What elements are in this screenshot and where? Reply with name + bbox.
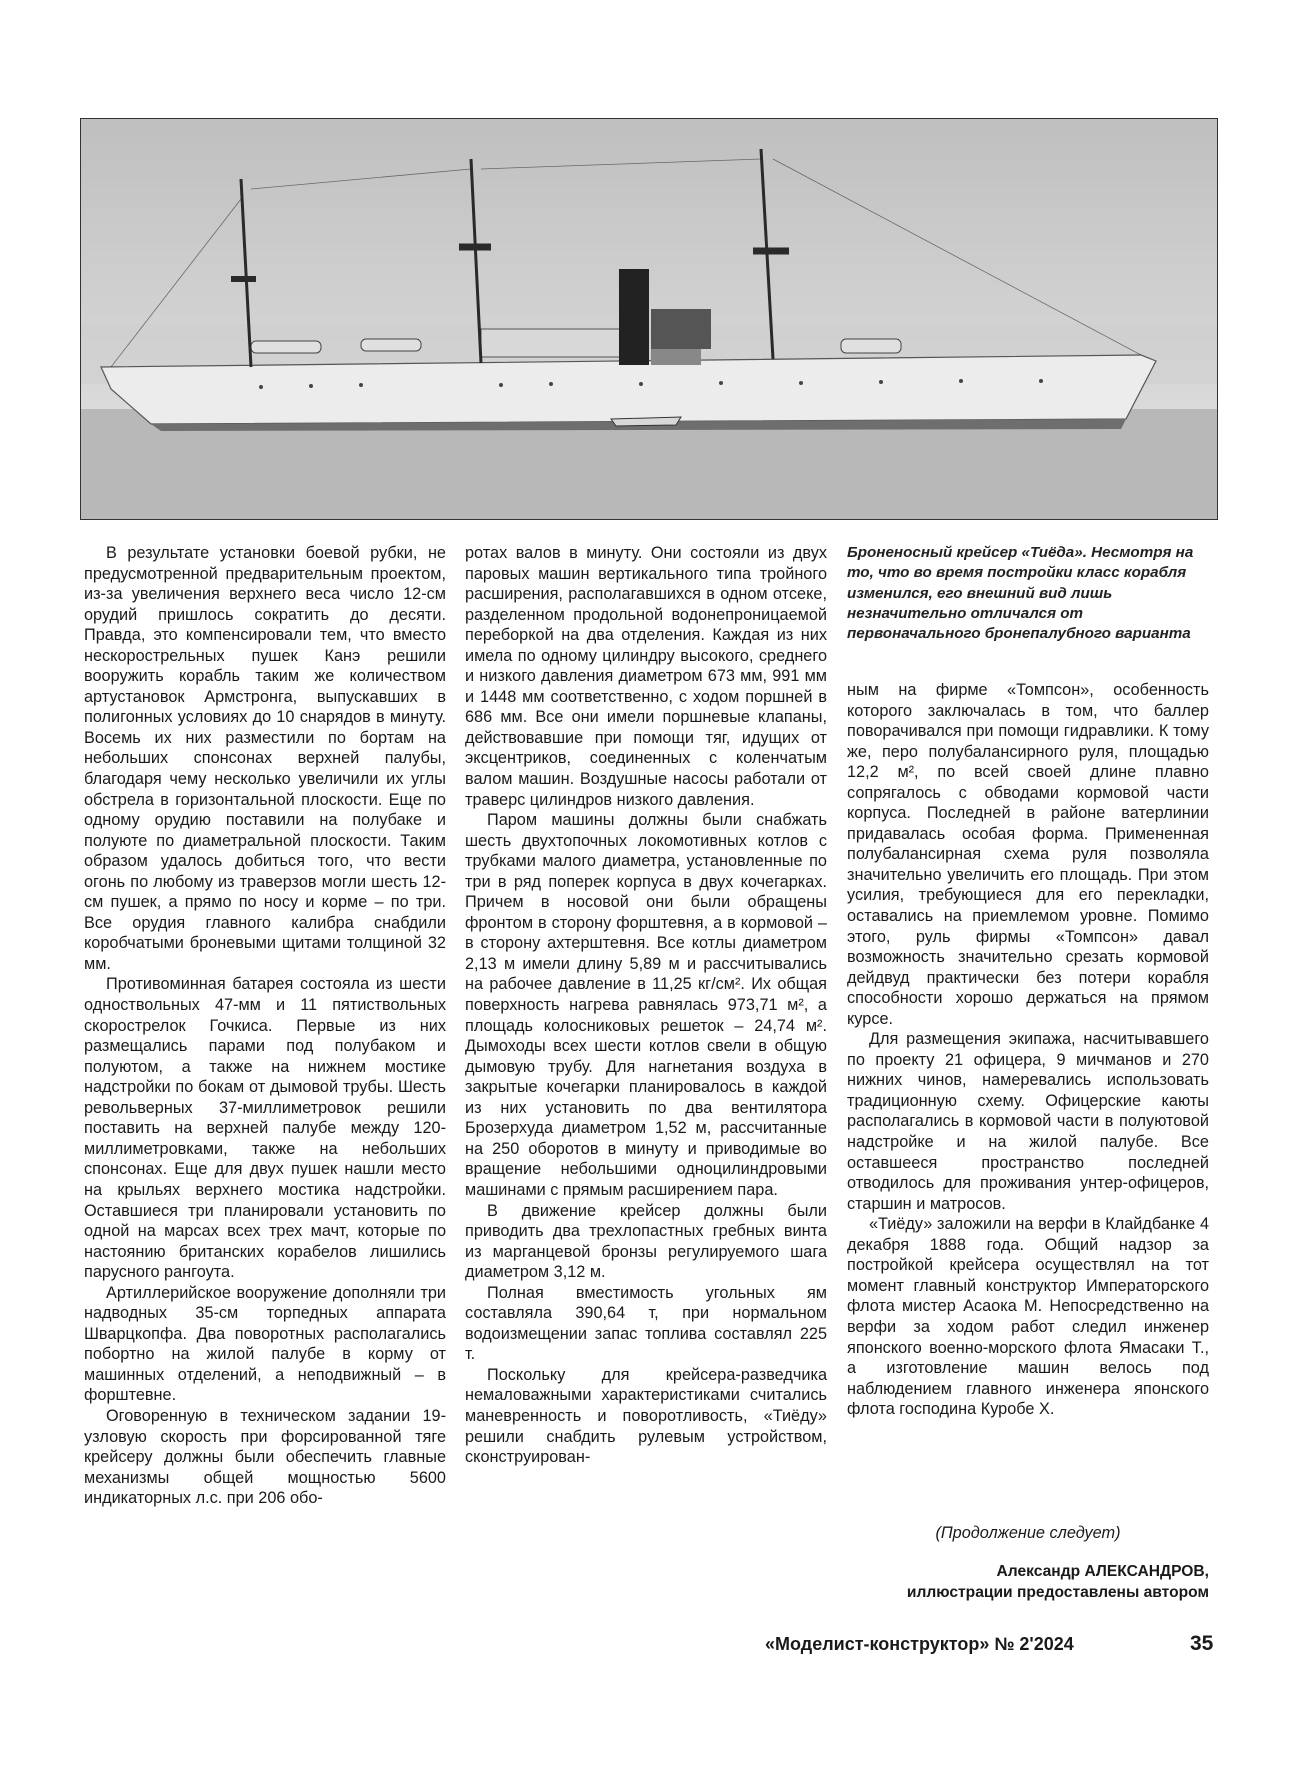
lifeboat [361,339,421,351]
paragraph: Поскольку для крейсера-разведчика немаловажными характеристиками считались маневренность и поворотливость, «Тиёду» решили снабдить рулевым устройством, сконструирован- [465,1365,827,1467]
paragraph: Противоминная батарея состояла из шести одноствольных 47-мм и 11 пятиствольных скорострелок Гочкиса. Первые из них размещались парами под полубаком и полуютом, а также на нижнем мостике надстройки по бокам от дымовой трубы. Шесть револьверных 37-миллиметровок решили поставить на верхней палубе между 120-миллиметровками, также на небольших спонсонах. Еще для двух пушек нашли место на крыльях верхнего мостика надстройки. Оставшиеся три планировали установить по одной на марсах всех трех мачт, которые по настоянию британских корабелов лишились парусного рангоута. [84,975,446,1282]
illustration-credit: иллюстрации предоставлены автором [906,1584,1209,1601]
lifeboat [841,339,901,353]
page-number: 35 [1190,1632,1214,1655]
funnel [619,269,649,365]
small-boat [611,417,681,426]
paragraph: ротах валов в минуту. Они состояли из двух паровых машин вертикального типа тройного расширения, располагавшихся в одном отсеке, разделенном продольной водонепроницаемой переборкой на два отделения. Каждая из них имела по одному цилиндру высокого, среднего и низкого давления диаметром 673 мм, 991 мм и 1448 мм соответственно, с ходом поршней в 686 мм. Все они имели поршневые клапаны, действовавшие при помощи тяг, идущих от эксцентриков, соединенных с коленчатым валом машин. Воздушные насосы работали от траверс цилиндров низкого давления. [465,544,827,809]
ship-illustration [81,119,1217,519]
paragraph: ным на фирме «Томпсон», особенность которого заключалась в том, что баллер поворачивался при помощи гидравлики. К тому же, перо полубалансирного руля, площадью 12,2 м², по всей своей длине плавно сопрягалось с обводами кормовой части корпуса. Последней в районе ватерлинии придавалась особая форма. Примененная полубалансирная схема руля позволяла значительно увеличить его площадь. При этом усилия, требующиеся для его перекладки, оставались на приемлемом уровне. Помимо этого, руль фирмы «Томпсон» давал возможность значительно срезать кормовой дейдвуд практически без потери корабля способности хорошо держаться на прямом курсе. [847,681,1209,1028]
paragraph: Артиллерийское вооружение дополняли три надводных 35-см торпедных аппарата Шварцкопфа. Два поворотных располагались побортно на жилой палубе в корму от машинных отделений, а неподвижный – в форштевне. [84,1283,446,1405]
ship-hull [101,355,1156,424]
ship-photo [80,118,1218,520]
paragraph: Для размещения экипажа, насчитывавшего по проекту 21 офицера, 9 мичманов и 270 нижних чинов, намеревались использовать традиционную схему. Офицерские каюты располагались в кормовой части в полуютовой надстройке и на жилой палубе. Все оставшееся пространство последней отводилось для проживания унтер-офицеров, старшин и матросов. [847,1030,1209,1213]
paragraph: Оговоренную в техническом задании 19-узловую скорость при форсированной тяге крейсеру должны были обеспечить главные механизмы общей мощностью 5600 индикаторных л.с. при 206 обо- [84,1406,446,1508]
lifeboat [251,341,321,353]
text-column-1 [84,543,446,1509]
paragraph: В результате установки боевой рубки, не предусмотренной предварительным проектом, из-за увеличения верхнего веса число 12-см орудий пришлось сократить до десяти. Правда, это компенсировали тем, что вместо нескорострельных пушек Канэ решили вооружить корабль таким же количеством артустановок Армстронга, выпускавших в полигонных условиях до 10 снарядов в минуту. Восемь их них разместили по бортам на небольших спонсонах верхней палубы, благодаря чему несколько увеличили их углы обстрела в горизонтальной плоскости. Еще по одному орудию поставили на полубаке и полуюте по диаметральной плоскости. Таким образом удалось добиться того, что вести огонь по любому из траверзов могли шесть 12-см пушек, а прямо по носу и корме – по три. Все орудия главного калибра снабдили коробчатыми броневыми щитами толщиной 32 мм. [84,544,446,973]
to-be-continued: (Продолжение следует) [935,1524,1121,1542]
paragraph: «Тиёду» заложили на верфи в Клайдбанке 4 декабря 1888 года. Общий надзор за постройкой крейсера осуществлял на тот момент главный конструктор Императорского флота мистер Асаока М. Непосредственно на верфи за ходом работ следил инженер японского военно-морского флота Ямасаки Т., а изготовление машин велось под наблюдением главного инженера японского флота господина Куробе Х. [847,1215,1209,1419]
magazine-issue: «Моделист-конструктор» № 2'2024 [765,1634,1074,1654]
paragraph: В движение крейсер должны были приводить два трехлопастных гребных винта из марганцевой бронзы регулируемого шага диаметром 3,12 м. [465,1201,827,1282]
photo-caption: Броненосный крейсер «Тиёда». Несмотря на то, что во время постройки класс корабля изменился, его внешний вид лишь незначительно отличался от первоначального бронепалубного варианта [847,544,1194,643]
author-name: Александр АЛЕКСАНДРОВ, [996,1563,1209,1580]
aft-superstructure [651,309,711,349]
text-column-3 [847,680,1209,1420]
author-block [847,1561,1209,1603]
text-column-2 [465,543,827,1468]
forward-bridge [481,329,621,357]
deckhouse [651,349,701,365]
paragraph: Полная вместимость угольных ям составляла 390,64 т, при нормальном водоизмещении запас топлива составлял 225 т. [465,1283,827,1364]
paragraph: Паром машины должны были снабжать шесть двухтопочных локомотивных котлов с трубками малого диаметра, установленные по три в ряд поперек корпуса в двух кочегарках. Причем в носовой они были обращены фронтом в сторону форштевня, а в кормовой – в сторону ахтерштевня. Все котлы диаметром 2,13 м имели длину 5,89 м и рассчитывались на рабочее давление в 11,25 кг/см². Их общая поверхность нагрева равнялась 973,71 м², а площадь колосниковых решеток – 24,74 м². Дымоходы всех шести котлов свели в общую дымовую трубу. Для нагнетания воздуха в закрытые кочегарки планировалось в каждой из них установить по два вентилятора Брозерхуда диаметром 1,52 м, рассчитанные на 250 оборотов в минуту и приводимые во вращение небольшими одноцилиндровыми машинами с прямым расширением пара. [465,811,827,1199]
